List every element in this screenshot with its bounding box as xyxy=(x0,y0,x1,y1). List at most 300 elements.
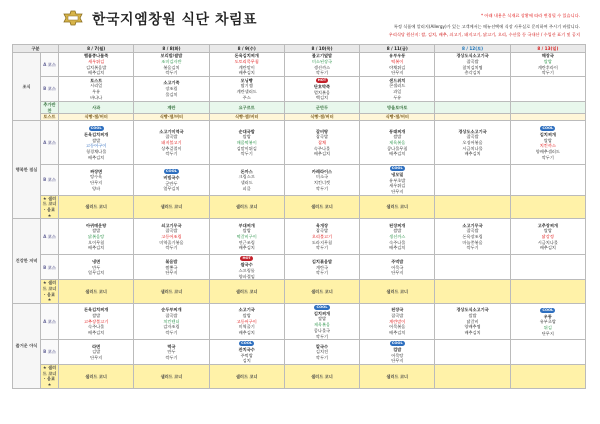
menu-item: 단무지 xyxy=(391,189,404,195)
menu-item: 갈비탕 xyxy=(315,128,329,134)
plus-cell: 샐러드 코너 xyxy=(284,280,359,304)
menu-item: 양배추찜 xyxy=(464,324,481,330)
menu-item: 돈육김치찌개 xyxy=(84,307,109,313)
menu-item: 상추겉절이 xyxy=(161,145,182,151)
course-label-a: A 코스 xyxy=(41,219,59,255)
menu-cell xyxy=(360,219,435,255)
menu-item: 콩나물무침 xyxy=(387,145,408,151)
menu-cell xyxy=(510,255,585,280)
menu-item: 깍두기 xyxy=(315,333,329,339)
strip-label-toast: 토스트 xyxy=(41,114,59,121)
plus-cell: 샐러드 코너 xyxy=(360,280,435,304)
menu-item: 단무지 xyxy=(391,70,404,76)
menu-item: 김치찌개 xyxy=(313,310,331,316)
menu-cell xyxy=(435,340,510,365)
menu-item: 잡채 xyxy=(317,139,327,145)
menu-item: 쇠고기무국 xyxy=(161,222,182,228)
menu-item: 순대국밥 xyxy=(238,128,255,134)
course-label-b: B 코스 xyxy=(41,255,59,280)
allergy-notice: 특정 식품에 알러지(Allergy)가 있는 고객께서는 메뉴선택에 식장 사무실로 문의하여 주시기 바랍니다. xyxy=(393,24,580,29)
plus-cell: 샐러드 코너 xyxy=(209,195,284,219)
menu-item: 주스 xyxy=(242,94,251,100)
menu-row-dinner-b xyxy=(13,255,586,280)
menu-cell xyxy=(59,77,134,102)
menu-item: 깍두기 xyxy=(315,270,329,276)
menu-item: 배추김치 xyxy=(539,245,556,251)
menu-item: 미소국 xyxy=(315,174,329,180)
menu-item: 피클 xyxy=(242,185,251,191)
menu-item: 김치 xyxy=(242,358,251,364)
menu-cell xyxy=(510,53,585,77)
menu-item: 두유 xyxy=(393,94,402,100)
menu-cell xyxy=(360,303,435,339)
menu-cell xyxy=(134,53,209,77)
menu-item: 모닝빵 xyxy=(240,77,253,83)
menu-item: 깍두기 xyxy=(165,330,178,336)
menu-item: 쌀밥 xyxy=(543,137,552,143)
header-day-fri: 8 / 11(금) xyxy=(360,45,435,53)
menu-item: 돈육장조림 xyxy=(462,234,483,240)
plus-cell xyxy=(510,195,585,219)
menu-item: 샌드위치 xyxy=(389,77,406,83)
menu-item: 깍두기 xyxy=(240,151,253,157)
menu-item: 야채튀김 xyxy=(389,64,406,70)
menu-cell xyxy=(209,219,284,255)
menu-item: 깍두기 xyxy=(315,245,329,251)
menu-item: 칼국수 xyxy=(315,343,329,349)
menu-item: 잡곡밥 xyxy=(466,58,479,64)
plus-cell: 샐러드 코너 xyxy=(134,195,209,219)
menu-item: 소고기미역국 xyxy=(159,128,184,134)
menu-item: 참치김치찜 xyxy=(462,64,483,70)
menu-item: 양파 xyxy=(92,185,101,191)
plus-row-night xyxy=(13,365,586,389)
menu-item: 도토리묵무침 xyxy=(234,58,259,64)
menu-cell xyxy=(510,219,585,255)
menu-item: 쌀밥 xyxy=(468,313,477,319)
menu-item: 단호박죽 xyxy=(313,83,331,89)
menu-item: 동태찌개 xyxy=(389,128,406,134)
menu-cell xyxy=(510,165,585,196)
menu-item: 깍두기 xyxy=(466,245,479,251)
menu-item: 쌀밥 xyxy=(543,228,552,234)
strip-cell xyxy=(435,114,510,121)
plus-cell: 샐러드 코너 xyxy=(360,365,435,389)
menu-item: 쌀국수 xyxy=(240,262,253,268)
menu-item: 순두부찌개 xyxy=(161,307,182,313)
menu-item: 고추장불고기 xyxy=(84,318,109,324)
menu-cell xyxy=(284,219,359,255)
strip-cell: 식빵·잼/버터 xyxy=(59,114,134,121)
plus-label: ★ 샐러드 코너 · 음료 ★ xyxy=(41,280,59,304)
menu-item: 컵밥 xyxy=(393,347,402,353)
menu-item: 배추김치 xyxy=(389,330,406,336)
menu-item: 미역줄기볶음 xyxy=(159,239,184,245)
menu-item: 배추김치 xyxy=(238,70,255,76)
menu-cell xyxy=(510,340,585,365)
menu-item: 배추김치 xyxy=(464,151,481,157)
menu-row-breakfast-b xyxy=(13,77,586,102)
menu-item: 닭강정 xyxy=(541,234,554,240)
page-title: 한국지엠창원 식단 차림표 xyxy=(92,12,258,28)
menu-cell xyxy=(360,121,435,165)
menu-cell xyxy=(209,77,284,102)
menu-cell xyxy=(134,165,209,196)
menu-cell xyxy=(134,340,209,365)
menu-item: 양배추샐러드 xyxy=(535,148,560,154)
menu-item: 쌀밥 xyxy=(393,228,402,234)
cool-badge: COOL xyxy=(165,169,177,174)
plus-cell: 샐러드 코너 xyxy=(209,365,284,389)
cool-badge: COOL xyxy=(90,126,102,131)
strip-cell: 식빵·잼/버터 xyxy=(134,114,209,121)
menu-item: 어묵탕 xyxy=(391,352,404,358)
menu-item: 깍두기 xyxy=(165,151,178,157)
menu-item: 연근조림 xyxy=(238,239,255,245)
menu-item: 김말이튀김 xyxy=(236,145,257,151)
menu-item: 된장국 xyxy=(391,307,404,313)
menu-item: 볶음밥 xyxy=(165,258,178,264)
menu-item: 돈육김치찌개 xyxy=(84,131,109,137)
menu-cell xyxy=(209,303,284,339)
menu-item: 토스트 xyxy=(90,77,103,83)
menu-cell xyxy=(134,77,209,102)
page-header xyxy=(0,0,600,44)
menu-item: 닭볶음탕 xyxy=(88,234,105,240)
menu-item: 고등어구이 xyxy=(236,318,257,324)
menu-item: 김치전 xyxy=(315,349,329,355)
menu-item: 새우튀김 xyxy=(389,183,406,189)
cool-badge: COOL xyxy=(391,166,403,171)
plus-cell xyxy=(435,365,510,389)
strip-row-breakfast-sub xyxy=(13,101,586,113)
plus-cell: 샐러드 코너 xyxy=(134,280,209,304)
menu-item: 잡곡밥 xyxy=(315,134,329,140)
menu-cell xyxy=(360,53,435,77)
menu-item: 주먹밥 xyxy=(240,352,253,358)
plus-cell: 샐러드 코너 xyxy=(59,365,134,389)
menu-item: 계란샐러드 xyxy=(236,88,257,94)
menu-item: 도라지무침 xyxy=(311,239,333,245)
menu-item: 단무지 xyxy=(90,179,103,185)
menu-item: 햄폼종나물죽 xyxy=(84,53,109,59)
cool-badge: COOL xyxy=(241,341,253,346)
menu-cell xyxy=(284,340,359,365)
menu-item: 잡곡밥 xyxy=(466,228,479,234)
menu-item: 유부우동 xyxy=(389,53,406,59)
menu-cell xyxy=(59,165,134,196)
menu-item: 쌀밥 xyxy=(317,316,327,322)
menu-cell xyxy=(435,53,510,77)
plus-cell: 샐러드 코너 xyxy=(134,365,209,389)
menu-item: 유부초밥 xyxy=(539,319,556,325)
menu-item: 깍두기 xyxy=(315,185,329,191)
menu-item: 단무지 xyxy=(90,354,103,360)
menu-item: 오리불고기 xyxy=(311,234,333,240)
menu-cell xyxy=(284,121,359,165)
plus-cell xyxy=(435,280,510,304)
strip-cell xyxy=(435,101,510,113)
menu-item: 숙주나물 xyxy=(389,239,406,245)
menu-item: 깍두기 xyxy=(165,245,178,251)
menu-item: 짜장면 xyxy=(90,168,103,174)
menu-item: 잡곡밥 xyxy=(391,313,404,319)
plus-cell: 샐러드 코너 xyxy=(59,195,134,219)
plus-cell: 샐러드 코너 xyxy=(284,365,359,389)
menu-item: 돈육김치찌개 xyxy=(234,53,259,59)
menu-item: 생선까스 xyxy=(389,234,406,240)
menu-item: 장조림 xyxy=(165,86,178,92)
menu-item: 미역줄기 xyxy=(238,324,255,330)
menu-item: 배추김치 xyxy=(88,245,105,251)
menu-item: 쌀밥 xyxy=(92,228,101,234)
menu-item: 제육볶음 xyxy=(389,139,406,145)
menu-item: 만두 xyxy=(92,264,101,270)
plus-cell: 샐러드 코너 xyxy=(209,280,284,304)
menu-item: 백김치 xyxy=(315,95,329,101)
menu-item: 마늘쫑볶음 xyxy=(462,239,483,245)
menu-item: 경상도식소고기국 xyxy=(456,307,489,313)
menu-item: 제육볶음 xyxy=(313,322,331,328)
menu-item: 크림스프 xyxy=(238,174,255,180)
menu-cell xyxy=(435,121,510,165)
menu-item: 계란말이 xyxy=(238,64,255,70)
strip-cell xyxy=(510,101,585,113)
menu-item: 시리얼 xyxy=(90,83,103,89)
menu-cell xyxy=(134,121,209,165)
menu-cell xyxy=(284,77,359,102)
menu-cell xyxy=(209,165,284,196)
menu-item: 깍두기 xyxy=(165,70,178,76)
menu-item: 배추김치 xyxy=(88,154,105,160)
company-logo-icon xyxy=(62,8,84,28)
menu-item: 아귀매운탕 xyxy=(86,222,107,228)
menu-cell xyxy=(435,165,510,196)
menu-item: 소고기죽 xyxy=(163,80,180,86)
plus-cell xyxy=(435,195,510,219)
menu-item: 떡볶이 xyxy=(391,58,404,64)
menu-item: 튀김 xyxy=(543,324,552,330)
menu-item: 단무지 xyxy=(391,358,404,364)
menu-item: 열무김치 xyxy=(88,270,105,276)
menu-item: 계란말이 xyxy=(389,318,406,324)
menu-row-lunch-b xyxy=(13,165,586,196)
cool-badge: COOL xyxy=(316,304,328,309)
header-category: 구분 xyxy=(13,45,59,53)
menu-row-lunch-a xyxy=(13,121,586,165)
menu-item: 쌀밥 xyxy=(92,137,101,143)
menu-item: 카레라이스 xyxy=(311,168,333,174)
menu-item: 부대찌개 xyxy=(238,222,255,228)
menu-item: 경상도식소고기국 xyxy=(456,53,489,59)
meal-label-dinner: 건강한 저녁 xyxy=(13,219,41,304)
menu-item: 짬뽕국 xyxy=(165,264,178,270)
menu-item: 시금치나물 xyxy=(462,145,483,151)
menu-item: 냉모밀 xyxy=(391,172,404,178)
strip-label-sub: 추가반찬 xyxy=(41,101,59,113)
menu-item: 깍두기 xyxy=(315,354,329,360)
menu-item: 라면 xyxy=(92,343,101,349)
menu-item: 경상도소고기국 xyxy=(458,128,487,134)
menu-item: 치킨너겟 xyxy=(313,179,331,185)
menu-item: 오이무침 xyxy=(88,239,105,245)
strip-cell xyxy=(510,114,585,121)
menu-cell xyxy=(435,77,510,102)
menu-item: 계란국 xyxy=(315,264,329,270)
menu-item: 탕수육 xyxy=(90,174,103,180)
header-day-wed: 8 / 9(수) xyxy=(209,45,284,53)
menu-item: 잡곡밥 xyxy=(466,134,479,140)
menu-cell xyxy=(134,303,209,339)
menu-item: 잔치국수 xyxy=(238,347,255,353)
menu-item: 김치볶음밥 xyxy=(86,64,107,70)
menu-item: 깍두기 xyxy=(315,70,329,76)
menu-item: 콩나물국 xyxy=(313,327,331,333)
plus-cell xyxy=(510,365,585,389)
course-label-a: A 코스 xyxy=(41,121,59,165)
menu-table xyxy=(12,44,586,389)
menu-item: 유부초밥 xyxy=(389,177,406,183)
menu-item: 배추김치 xyxy=(88,70,105,76)
menu-item: 쌀밥 xyxy=(242,134,251,140)
menu-cell xyxy=(209,121,284,165)
plus-row-lunch xyxy=(13,195,586,219)
menu-item: 딸기잼 xyxy=(240,83,253,89)
menu-cell xyxy=(435,255,510,280)
menu-cell xyxy=(510,121,585,165)
menu-item: 깍두기 xyxy=(541,70,554,76)
menu-item: 고등어조림 xyxy=(161,234,182,240)
menu-item: 김치볶음밥 xyxy=(311,258,333,264)
menu-item: 조미김자반 xyxy=(161,58,182,64)
menu-cell xyxy=(59,340,134,365)
menu-item: 배추김치 xyxy=(238,245,255,251)
menu-item: 과일 xyxy=(393,88,402,94)
menu-item: 소고기무국 xyxy=(462,222,483,228)
menu-row-night-b xyxy=(13,340,586,365)
course-label-b: B 코스 xyxy=(41,340,59,365)
header-day-thu: 8 / 10(목) xyxy=(284,45,359,53)
menu-item: 단무지 xyxy=(391,270,404,276)
menu-row-breakfast-a xyxy=(13,53,586,77)
header-day-tue: 8 / 8(화) xyxy=(134,45,209,53)
menu-item: 총각김치 xyxy=(464,70,481,76)
hot-badge: HOT xyxy=(317,78,327,82)
menu-item: 냉면 xyxy=(92,258,101,264)
header-day-mon: 8 / 7(월) xyxy=(59,45,134,53)
plus-label: ★ 샐러드 코너 · 음료 ★ xyxy=(41,365,59,389)
plus-label: ★ 샐러드 코너 · 음료 ★ xyxy=(41,195,59,219)
plus-cell: 샐러드 코너 xyxy=(284,195,359,219)
day-header-row xyxy=(13,45,586,53)
meal-label-breakfast: 조식 xyxy=(13,53,41,121)
menu-item: 숙주나물 xyxy=(313,145,331,151)
plus-row-dinner xyxy=(13,280,586,304)
menu-item: 잡곡밥 xyxy=(315,228,329,234)
menu-cell xyxy=(284,53,359,77)
menu-item: 미소된장국 xyxy=(311,58,333,64)
menu-item: 불고기덮밥 xyxy=(311,53,333,59)
menu-item: 주먹밥 xyxy=(391,258,404,264)
menu-item: 배추김치 xyxy=(464,330,481,336)
menu-cell xyxy=(59,53,134,77)
header-day-sun: 8 / 13(일) xyxy=(510,45,585,53)
menu-cell xyxy=(360,77,435,102)
change-notice: * 아래 내용은 식재료 상황에 따라 변경될 수 있습니다. xyxy=(480,13,580,18)
menu-cell xyxy=(209,255,284,280)
course-label-a: A 코스 xyxy=(41,53,59,77)
menu-cell xyxy=(134,255,209,280)
strip-cell: 요구르트 xyxy=(209,101,284,113)
menu-cell xyxy=(284,165,359,196)
menu-row-night-a xyxy=(13,303,586,339)
menu-item: 쌀밥 xyxy=(242,313,251,319)
menu-item: 비빔국수 xyxy=(163,174,180,180)
menu-item: 김밥 xyxy=(92,349,101,355)
menu-item: 깍두기 xyxy=(541,154,554,160)
menu-cell xyxy=(209,340,284,365)
menu-item: 숙주나물 xyxy=(88,324,105,330)
course-label-b: B 코스 xyxy=(41,165,59,196)
menu-item: 우유 xyxy=(92,88,101,94)
menu-cell xyxy=(209,53,284,77)
strip-cell: 식빵·잼/버터 xyxy=(209,114,284,121)
cool-badge: COOL xyxy=(542,307,554,312)
menu-item: 해장국 xyxy=(541,53,554,59)
strip-cell: 방울토마토 xyxy=(360,101,435,113)
menu-item: 고등어구이 xyxy=(86,143,107,149)
plus-cell xyxy=(510,280,585,304)
menu-item: 배추김치 xyxy=(389,151,406,157)
cool-badge: COOL xyxy=(542,126,554,131)
menu-item: 물김치 xyxy=(165,91,178,97)
menu-cell xyxy=(360,165,435,196)
menu-item: 쌀밥 xyxy=(242,228,251,234)
menu-cell xyxy=(284,255,359,280)
menu-cell xyxy=(360,340,435,365)
menu-cell xyxy=(360,255,435,280)
menu-item: 된장찌개 xyxy=(389,222,406,228)
menu-cell xyxy=(59,121,134,165)
menu-cell xyxy=(435,303,510,339)
menu-item: 치킨까스 xyxy=(539,143,556,149)
menu-item: 돈까스 xyxy=(240,168,253,174)
course-label-a: A 코스 xyxy=(41,303,59,339)
menu-cell xyxy=(59,303,134,339)
menu-item: 열무김치 xyxy=(163,186,180,192)
menu-item: 떡갈비구이 xyxy=(236,234,257,240)
menu-item: 소고기국 xyxy=(238,307,255,313)
cool-badge: COOL xyxy=(391,341,403,346)
strip-cell: 식빵·잼/버터 xyxy=(360,114,435,121)
menu-cell xyxy=(510,77,585,102)
menu-item: 볶음김치 xyxy=(163,64,180,70)
menu-item: 배추김치 xyxy=(389,245,406,251)
menu-cell xyxy=(510,303,585,339)
menu-item: 오징어볶음 xyxy=(462,139,483,145)
menu-item: 콘샐러드 xyxy=(389,83,406,89)
menu-item: 돼지불고기 xyxy=(161,139,182,145)
menu-item: 배추김치 xyxy=(88,330,105,336)
menu-cell xyxy=(59,255,134,280)
menu-item: 배추김치 xyxy=(238,330,255,336)
menu-item: 시금치나물 xyxy=(537,239,558,245)
menu-item: 치킨텐더 xyxy=(163,318,180,324)
menu-cell xyxy=(59,219,134,255)
menu-item: 감자조림 xyxy=(163,324,180,330)
menu-item: 계란후라이 xyxy=(537,64,558,70)
meal-label-lunch: 행복한 점심 xyxy=(13,121,41,219)
